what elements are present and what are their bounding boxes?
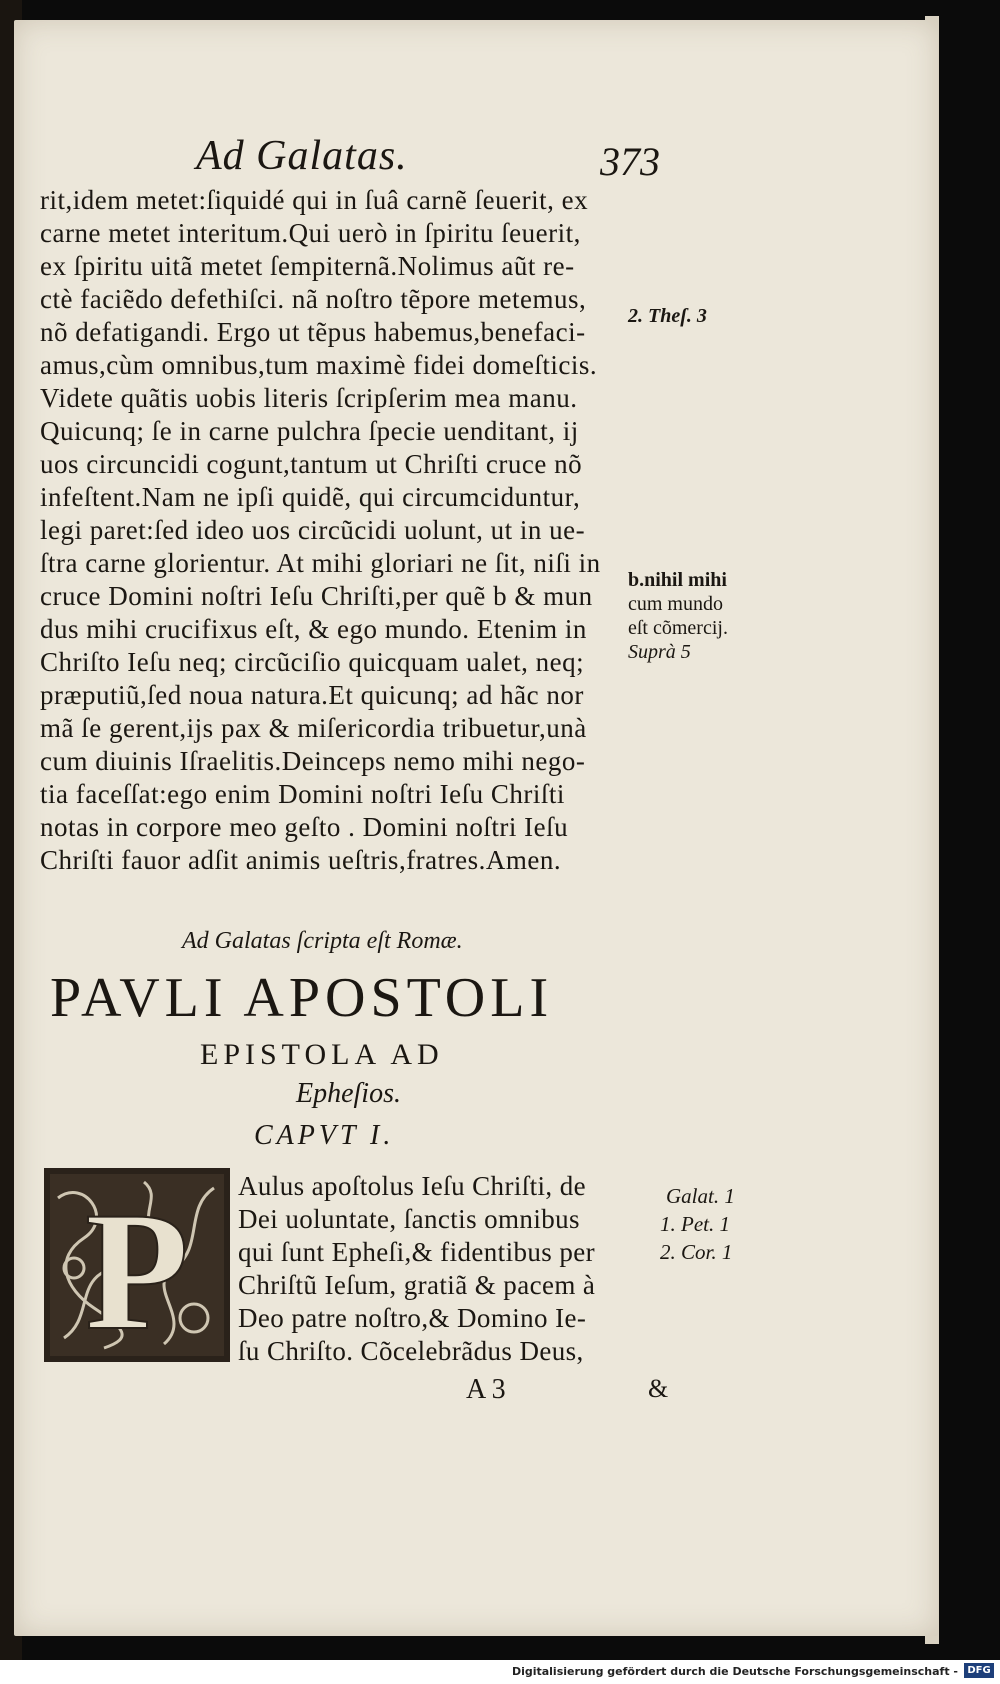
text-line: carne metet interitum.Qui uerò in ſpiritu ſeuerit,: [40, 218, 581, 248]
signature-mark: A 3: [466, 1374, 506, 1405]
footer-credit: Digitalisierung gefördert durch die Deutsche Forschungsgemeinschaft -: [511, 1665, 958, 1678]
page-number: 373: [600, 139, 660, 184]
subscription: Ad Galatas ſcripta eſt Romæ.: [182, 928, 463, 954]
margin-note-line: b.nihil mihi: [628, 569, 727, 591]
margin-note-thess: 2. Theſ. 3: [628, 305, 707, 327]
text-line: amus,cùm omnibus,tum maximè fidei domeſticis.: [40, 350, 598, 380]
chapter-heading: CAPVT I.: [254, 1120, 395, 1151]
text-line: notas in corpore meo geſto . Domini noſtri Ieſu: [40, 812, 569, 842]
text-line: Chriſti fauor adſit animis ueſtris,fratres.Amen.: [40, 845, 562, 875]
text-line: Videte quãtis uobis literis ſcripſerim mea manu.: [40, 383, 578, 413]
epistle-subtitle: EPISTOLA AD: [200, 1038, 444, 1071]
text-line: Chriſto Ieſu neq; circũciſio quicquam ualet, neq;: [40, 647, 585, 677]
text-line: ſtra carne glorientur. At mihi gloriari ne ſit, niſi in: [40, 548, 601, 578]
text-line: Deo patre noſtro,& Domino Ie-: [238, 1303, 587, 1333]
margin-note-line: 1. Pet. 1: [660, 1212, 730, 1236]
text-line: cruce Domini noſtri Ieſu Chriſti,per quẽ b & mun: [40, 581, 593, 611]
text-line: qui ſunt Epheſi,& fidentibus per: [238, 1237, 595, 1267]
margin-note-line: Galat. 1: [666, 1184, 735, 1208]
text-line: Aulus apoſtolus Ieſu Chriſti, de: [238, 1171, 587, 1201]
epistle-addressee: Ephеſios.: [296, 1078, 401, 1109]
margin-note-galat: [660, 1182, 735, 1266]
margin-note-line: 2. Cor. 1: [660, 1240, 733, 1264]
text-line: cum diuinis Iſraelitis.Deinceps nemo mihi nego-: [40, 746, 586, 776]
text-line: uos circuncidi cogunt,tantum ut Chriſti cruce nõ: [40, 449, 583, 479]
margin-note-line: Suprà 5: [628, 641, 691, 663]
margin-note-line: cum mundo: [628, 593, 723, 615]
book-page: [14, 20, 938, 1636]
text-line: dus mihi crucifixus eſt, & ego mundo. Etenim in: [40, 614, 587, 644]
epistle-title: PAVLI APOSTOLI: [50, 967, 554, 1029]
text-line: rit,idem metet:ſiquidé qui in ſuâ carnẽ ſeuerit, ex: [40, 185, 589, 215]
catchword: &: [648, 1374, 669, 1403]
decorated-initial: [44, 1168, 230, 1362]
text-line: ſu Chriſto. Cõcelebrãdus Deus,: [238, 1336, 584, 1366]
initial-woodcut: [44, 1168, 230, 1362]
first-paragraph: [238, 1170, 698, 1368]
running-head: Ad Galatas.: [196, 133, 408, 179]
text-line: ex ſpiritu uitã metet ſempiternã.Nolimus aũt re-: [40, 251, 575, 281]
text-line: Quicunq; ſe in carne pulchra ſpecie uenditant, ij: [40, 416, 579, 446]
initial-letter: P: [85, 1177, 189, 1362]
margin-note-commercium: [628, 568, 728, 664]
text-line: ctè faciẽdo defethiſci. nã noſtro tẽpore metemus,: [40, 284, 587, 314]
text-line: tia faceſſat:ego enim Domini noſtri Ieſu Chriſti: [40, 779, 565, 809]
margin-note-line: eſt cõmercij.: [628, 617, 728, 639]
text-line: nõ defatigandi. Ergo ut tẽpus habemus,benefaci-: [40, 317, 586, 347]
text-line: mã ſe gerent,ijs pax & miſericordia tribuetur,unà: [40, 713, 587, 743]
text-line: præputiũ,ſed noua natura.Et quicunq; ad hãc nor: [40, 680, 584, 710]
text-line: Dei uoluntate, ſanctis omnibus: [238, 1204, 580, 1234]
text-line: infeſtent.Nam ne ipſi quidẽ, qui circumciduntur,: [40, 482, 581, 512]
text-line: Chriſtũ Ieſum, gratiã & pacem à: [238, 1270, 596, 1300]
dfg-logo: DFG: [964, 1663, 994, 1678]
body-text: [40, 184, 690, 877]
text-line: legi paret:ſed ideo uos circũcidi uolunt, ut in ue-: [40, 515, 586, 545]
